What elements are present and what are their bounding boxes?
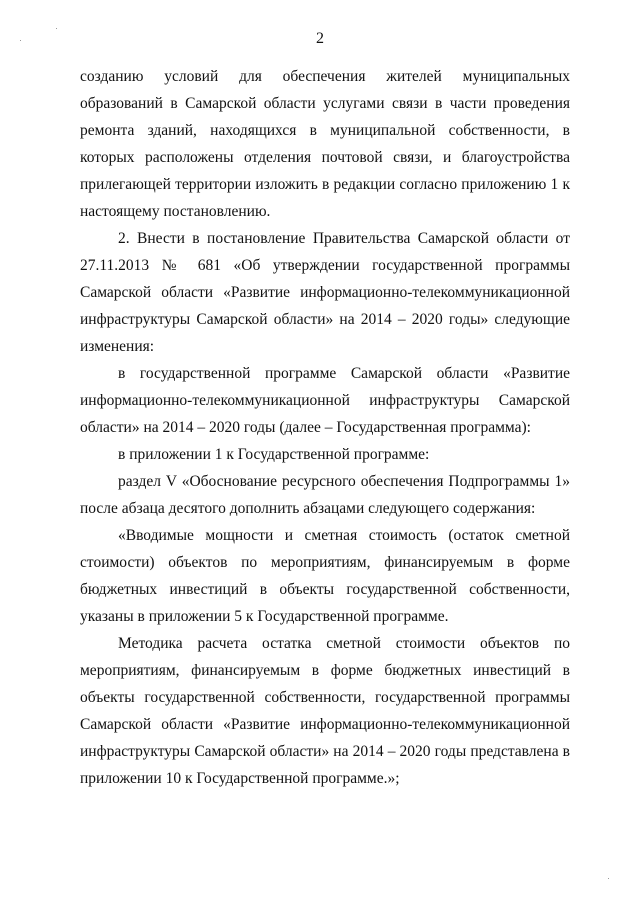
paragraph-5: раздел V «Обоснование ресурсного обеспечения Подпрограммы 1» после абзаца десятого дополнить абзацами следующего содержания: xyxy=(80,473,570,517)
document-body xyxy=(80,63,570,792)
page-number: 2 xyxy=(316,30,324,47)
scan-speck xyxy=(56,28,57,29)
paragraph-2: 2. Внести в постановление Правительства Самарской области от 27.11.2013 № 681 «Об утверждении государственной программы Самарской области «Развитие информационно-телекоммуникационной инфраструктуры Самарской области» на 2014 – 2020 годы» следующие изменения: xyxy=(80,230,570,355)
paragraph-4: в приложении 1 к Государственной программе: xyxy=(118,446,430,463)
paragraph-6: «Вводимые мощности и сметная стоимость (остаток сметной стоимости) объектов по мероприятиям, финансируемым в форме бюджетных инвестиций в объекты государственной собственности, указаны в приложении 5 к Государственной программе. xyxy=(80,527,570,625)
paragraph-7: Методика расчета остатка сметной стоимости объектов по мероприятиям, финансируемым в форме бюджетных инвестиций в объекты государственной собственности, государственной программы Самарской области «Развитие информационно-телекоммуникационной инфраструктуры Самарской области» на 2014 – 2020 годы представлена в приложении 10 к Государственной программе.»; xyxy=(80,635,570,787)
paragraph-3: в государственной программе Самарской области «Развитие информационно-телекоммуникационной инфраструктуры Самарской области» на 2014 – 2020 годы (далее – Государственная программа): xyxy=(80,365,570,436)
scan-speck xyxy=(20,40,21,41)
paragraph-1: созданию условий для обеспечения жителей муниципальных образований в Самарской области услугами связи в части проведения ремонта зданий, находящихся в муниципальной собственности, в которых расположены отделения почтовой связи, и благоустройства прилегающей территории изложить в редакции согласно приложению 1 к настоящему постановлению. xyxy=(80,68,570,220)
scan-speck xyxy=(608,878,609,879)
